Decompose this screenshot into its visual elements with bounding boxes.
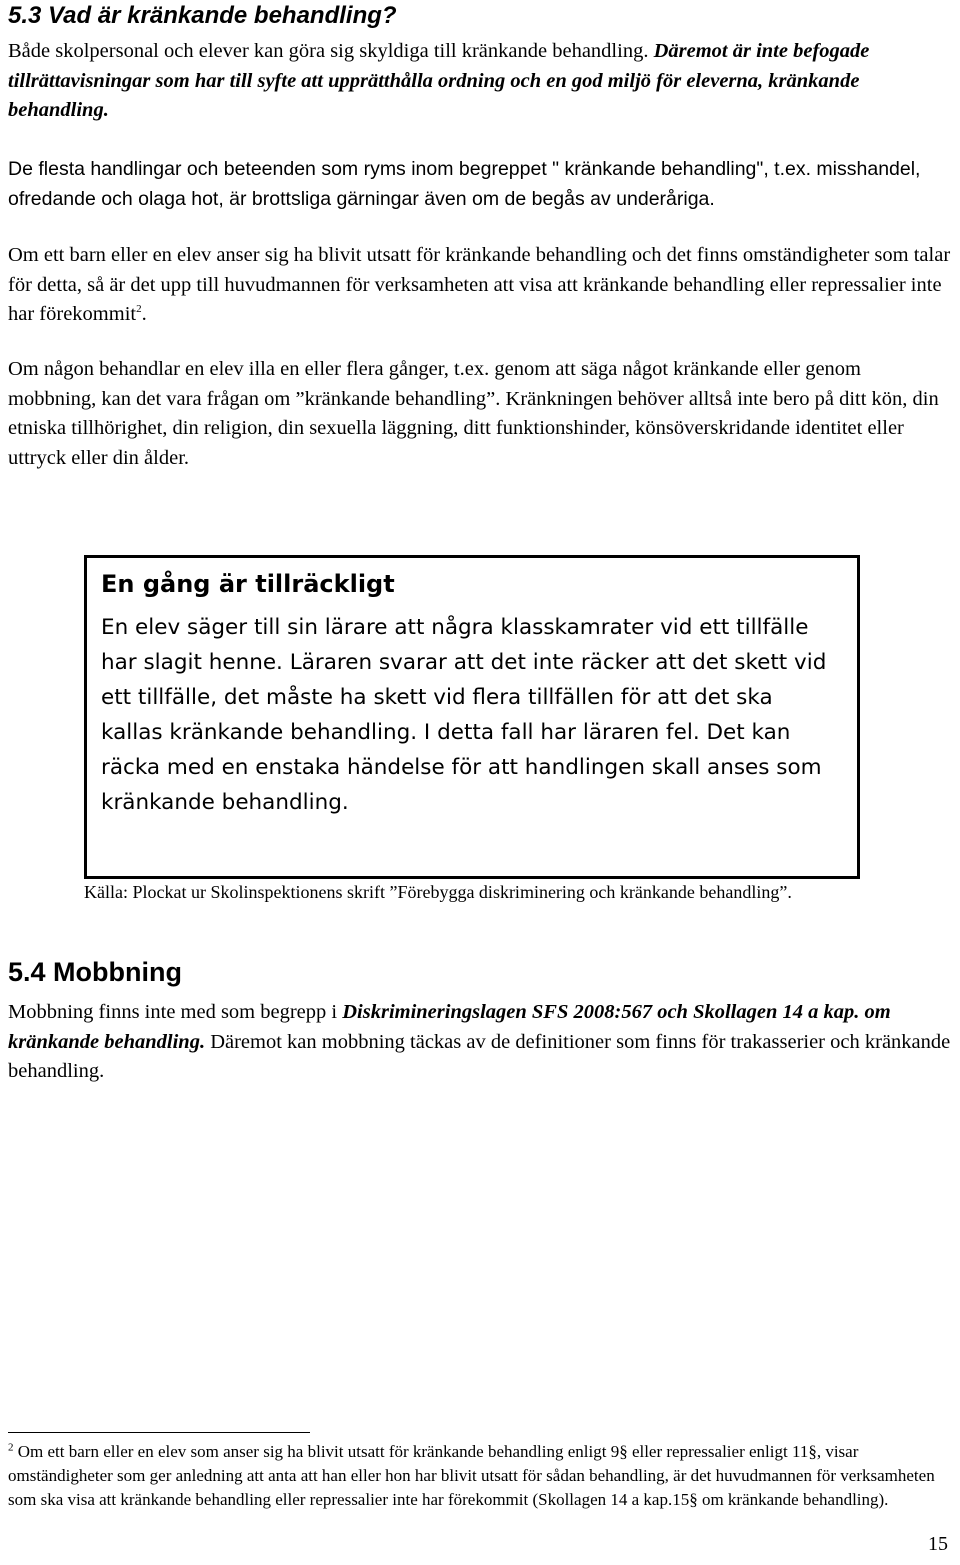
footnote [8,1440,943,1512]
footnote-ref: 2 [136,303,142,316]
paragraph-mobbning-law: Diskrimineringslagen SFS 2008:567 och Skollagen 14 a kap. om kränkande behandling. [8,1001,891,1053]
paragraph-criminal-acts: De flesta handlingar och beteenden som ryms inom begreppet " kränkande behandling", t.ex. misshandel, ofredande och olaga hot, är brottsliga gärningar även om de begås av underåriga. [8,158,921,210]
paragraph-burden-text: Om ett barn eller en elev anser sig ha blivit utsatt för kränkande behandling och det finns omständigheter som talar för detta, så är det upp till huvudmannen för verksamheten att visa att kränkande behandling eller repressalier inte har förekommit [8,244,951,325]
footnote-marker: 2 [8,1441,14,1454]
section-heading-5-3: 5.3 Vad är kränkande behandling? [8,2,397,29]
paragraph-treatment: Om någon behandlar en elev illa en eller flera gånger, t.ex. genom att säga något kränkande eller genom mobbning, kan det vara frågan om ”kränkande behandling”. Kränkningen behöver alltså inte bero på ditt kön, din etniska tillhörighet, din religion, din sexuella läggning, ditt funktionshinder, könsöverskridande identitet eller uttryck eller din ålder. [8,358,939,469]
paragraph-mobbning [8,998,956,1087]
page-number: 15 [928,1533,948,1555]
example-box-title: En gång är tillräckligt [101,570,395,598]
section-heading-5-4: 5.4 Mobbning [8,957,182,987]
example-box-text: En elev säger till sin lärare att några klasskamrater vid ett tillfälle har slagit henne. Läraren svarar att det inte räcker att det skett vid ett tillfälle, det måste ha skett vid flera tillfällen för att det ska kallas kränkande behandling. I detta fall har läraren fel. Det kan räcka med en enstaka händelse för att handlingen skall anses som kränkande behandling. [101,615,827,815]
paragraph-intro-emphasis: Däremot är inte befogade tillrättavisningar som har till syfte att upprätthålla ordning och en god miljö för eleverna, kränkande behandling. [8,40,870,121]
footnote-text: Om ett barn eller en elev som anser sig ha blivit utsatt för kränkande behandling enligt 9§ eller repressalier enligt 11§, visar omständigheter som ger anledning att anta att han eller hon har blivit utsatt för sådan behandling, är det huvudmannen för verksamheten som ska visa att kränkande behandling eller repressalier inte har förekommit (Skollagen 14 a kap.15§ om kränkande behandling). [8,1442,935,1509]
example-box [84,555,860,879]
paragraph-mobbning-normal-2: Däremot kan mobbning täckas av de definitioner som finns för trakasserier och kränkande behandling. [8,1030,951,1082]
footnote-separator [8,1432,310,1433]
paragraph-burden-of-proof [8,241,953,330]
paragraph-mobbning-normal-1: Mobbning finns inte med som begrepp i [8,1001,343,1023]
paragraph-intro-normal: Både skolpersonal och elever kan göra sig skyldiga till kränkande behandling. [8,40,654,62]
paragraph-burden-end: . [141,303,147,325]
paragraph-intro [8,37,953,126]
source-citation: Källa: Plockat ur Skolinspektionens skrift ”Förebygga diskriminering och kränkande behandling”. [84,882,792,902]
